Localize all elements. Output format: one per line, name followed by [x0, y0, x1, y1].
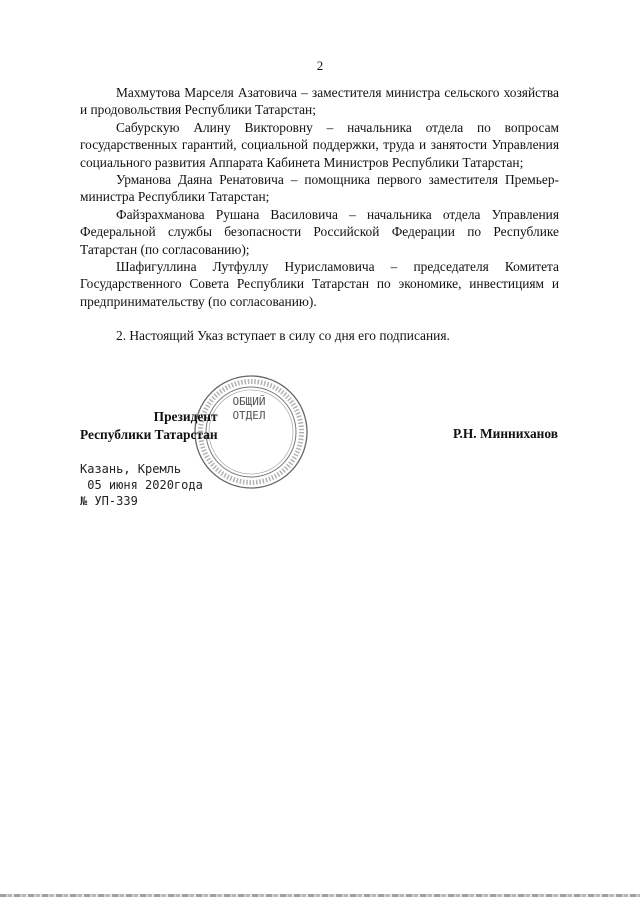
- clause-2: 2. Настоящий Указ вступает в силу со дня его подписания.: [116, 328, 450, 344]
- seal-inner-text: [218, 395, 280, 423]
- seal-inner-line-1: ОБЩИЙ: [232, 395, 266, 408]
- scan-edge-line: [0, 894, 640, 897]
- decree-body: [80, 84, 559, 345]
- signature-name: Р.Н. Минниханов: [453, 426, 558, 441]
- paragraph-shafigullin: Шафигуллина Лутфуллу Нурисламовича – председателя Комитета Государственного Совета Республики Татарстан по экономике, инвестициям и предпринимательству (по согласованию).: [80, 259, 559, 309]
- page-number: 2: [316, 58, 324, 73]
- paragraph-makhmutov: Махмутова Марселя Азатовича – заместителя министра сельского хозяйства и продовольствия Республики Татарстан;: [80, 85, 559, 118]
- document-meta: [80, 461, 203, 509]
- paragraph-urmanov: Урманова Даяна Ренатовича – помощника первого заместителя Премьер-министра Республики Татарстан;: [80, 172, 559, 205]
- paragraph-fayzrakhmanov: Файзрахманова Рушана Василовича – начальника отдела Управления Федеральной службы безопасности Российской Федерации по Республике Татарстан (по согласованию);: [80, 206, 559, 257]
- meta-number: № УП-339: [80, 494, 138, 508]
- meta-place: Казань, Кремль: [80, 462, 182, 476]
- seal-inner-line-2: ОТДЕЛ: [232, 409, 266, 422]
- meta-date: 05 июня 2020года: [80, 478, 203, 492]
- paragraph-saburskaya: Сабурскую Алину Викторовну – начальника отдела по вопросам государственных гарантий, социальной поддержки, труда и занятости Управления социального развития Аппарата Кабинета Министров Республики Татарстан;: [80, 119, 559, 170]
- signature-title-line-1: Президент: [153, 409, 218, 424]
- signature-title: [80, 408, 218, 444]
- signature-title-line-2: Республики Татарстан: [80, 427, 218, 442]
